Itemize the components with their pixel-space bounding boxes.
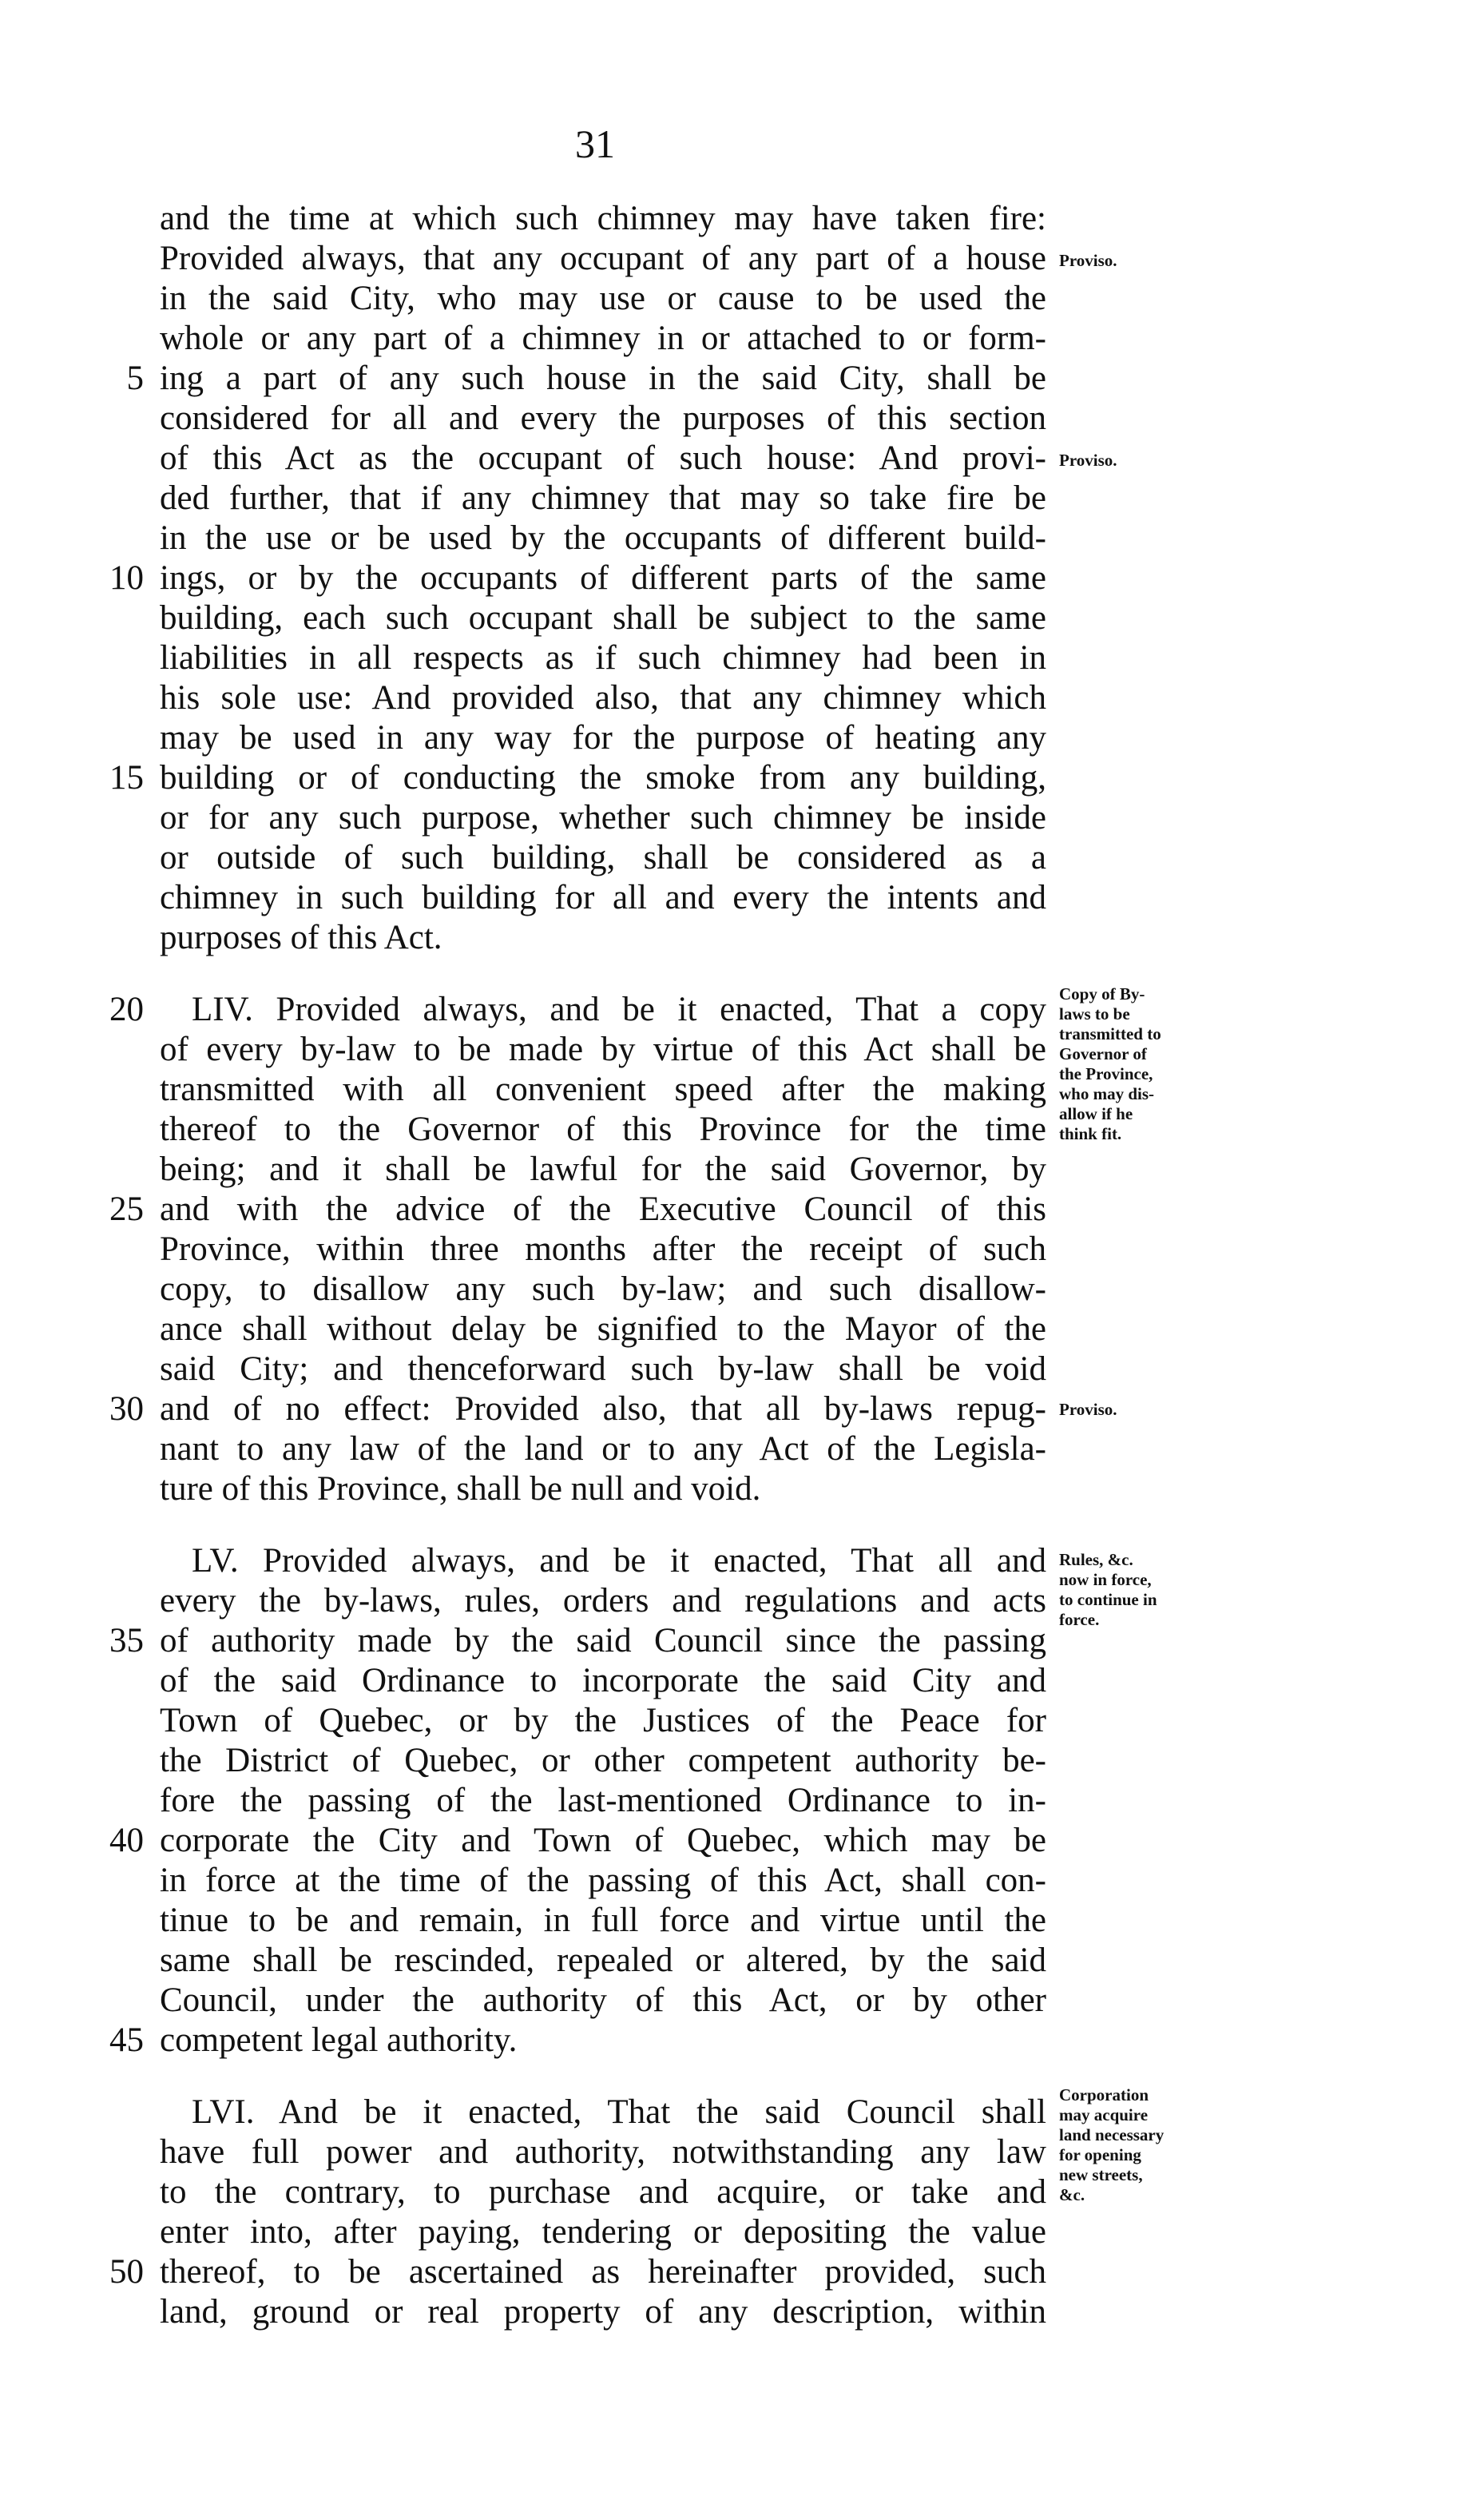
text-line: ance shall without delay be signified to the Mayor of the bbox=[160, 1310, 1046, 1348]
text-line: thereof, to be ascertained as hereinafter provided, such bbox=[160, 2253, 1046, 2291]
text-line: Council, under the authority of this Act, or by other bbox=[160, 1981, 1046, 2019]
page-number: 31 bbox=[575, 121, 615, 166]
text-line: transmitted with all convenient speed after the making bbox=[160, 1071, 1046, 1108]
text-line: in force at the time of the passing of this Act, shall con- bbox=[160, 1862, 1046, 1899]
margin-note: &c. bbox=[1059, 2185, 1085, 2204]
text-line: ings, or by the occupants of different parts of the same bbox=[160, 559, 1046, 597]
text-line: same shall be rescinded, repealed or altered, by the said bbox=[160, 1942, 1046, 1979]
text-line: of every by-law to be made by virtue of this Act shall be bbox=[160, 1031, 1046, 1068]
text-line: Provided always, that any occupant of any part of a house bbox=[160, 240, 1046, 277]
line-number: 5 bbox=[126, 360, 144, 397]
text-line: ture of this Province, shall be null and void. bbox=[160, 1470, 761, 1508]
text-line: corporate the City and Town of Quebec, which may be bbox=[160, 1822, 1046, 1859]
margin-note: Corporation bbox=[1059, 2085, 1149, 2105]
text-line: have full power and authority, notwithstanding any law bbox=[160, 2133, 1046, 2171]
text-line: competent legal authority. bbox=[160, 2021, 518, 2059]
text-line: the District of Quebec, or other competent authority be- bbox=[160, 1742, 1046, 1779]
text-line: land, ground or real property of any description, within bbox=[160, 2293, 1046, 2331]
text-line: considered for all and every the purposes of this section bbox=[160, 399, 1046, 437]
section-lvi-heading-line: LVI. And be it enacted, That the said Council shall bbox=[192, 2093, 1046, 2131]
text-line: liabilities in all respects as if such chimney had been in bbox=[160, 639, 1046, 677]
text-line: being; and it shall be lawful for the said Governor, by bbox=[160, 1151, 1046, 1188]
text-line: whole or any part of a chimney in or attached to or form- bbox=[160, 320, 1046, 357]
text-line: ing a part of any such house in the said City, shall be bbox=[160, 360, 1046, 397]
margin-note: new streets, bbox=[1059, 2165, 1143, 2184]
section-liv-heading-line: LIV. Provided always, and be it enacted, That a copy bbox=[192, 991, 1046, 1028]
line-number: 45 bbox=[109, 2021, 144, 2059]
text-line: or outside of such building, shall be considered as a bbox=[160, 839, 1046, 876]
text-line: ded further, that if any chimney that may so take fire be bbox=[160, 479, 1046, 517]
margin-note: to continue in bbox=[1059, 1590, 1157, 1609]
section-lv-heading-line: LV. Provided always, and be it enacted, That all and bbox=[192, 1542, 1046, 1580]
margin-note: force. bbox=[1059, 1610, 1100, 1629]
text-line: in the use or be used by the occupants of different build- bbox=[160, 519, 1046, 557]
line-number: 20 bbox=[109, 991, 144, 1028]
text-line: chimney in such building for all and every the intents and bbox=[160, 879, 1046, 916]
text-line: his sole use: And provided also, that any chimney which bbox=[160, 679, 1046, 717]
margin-note: Proviso. bbox=[1059, 1400, 1117, 1419]
text-line: and with the advice of the Executive Council of this bbox=[160, 1190, 1046, 1228]
margin-note: think fit. bbox=[1059, 1124, 1122, 1143]
text-line: building or of conducting the smoke from any building, bbox=[160, 759, 1046, 797]
text-line: tinue to be and remain, in full force and virtue until the bbox=[160, 1902, 1046, 1939]
text-line: purposes of this Act. bbox=[160, 919, 442, 956]
text-line: thereof to the Governor of this Province for the time bbox=[160, 1111, 1046, 1148]
margin-note: Rules, &c. bbox=[1059, 1550, 1133, 1569]
margin-note: laws to be bbox=[1059, 1004, 1130, 1023]
line-number: 15 bbox=[109, 759, 144, 797]
text-line: or for any such purpose, whether such chimney be inside bbox=[160, 799, 1046, 837]
line-number: 40 bbox=[109, 1822, 144, 1859]
margin-note: may acquire bbox=[1059, 2105, 1149, 2124]
text-line: Province, within three months after the receipt of such bbox=[160, 1230, 1046, 1268]
margin-note: land necessary bbox=[1059, 2125, 1165, 2144]
text-line: of the said Ordinance to incorporate the said City and bbox=[160, 1662, 1046, 1699]
margin-note: Proviso. bbox=[1059, 451, 1117, 470]
line-number: 25 bbox=[109, 1190, 144, 1228]
margin-note: transmitted to bbox=[1059, 1024, 1161, 1043]
text-line: copy, to disallow any such by-law; and such disallow- bbox=[160, 1270, 1046, 1308]
margin-note: Governor of bbox=[1059, 1044, 1147, 1063]
text-line: of authority made by the said Council since the passing bbox=[160, 1622, 1046, 1659]
text-line: said City; and thenceforward such by-law shall be void bbox=[160, 1350, 1046, 1388]
text-line: every the by-laws, rules, orders and regulations and acts bbox=[160, 1582, 1046, 1620]
text-line: fore the passing of the last-mentioned Ordinance to in- bbox=[160, 1782, 1046, 1819]
text-line: and the time at which such chimney may have taken fire: bbox=[160, 200, 1046, 237]
line-number: 10 bbox=[109, 559, 144, 597]
margin-note: Proviso. bbox=[1059, 251, 1117, 270]
margin-note: the Province, bbox=[1059, 1064, 1153, 1083]
text-line: to the contrary, to purchase and acquire, or take and bbox=[160, 2173, 1046, 2211]
text-line: in the said City, who may use or cause to be used the bbox=[160, 280, 1046, 317]
margin-note: now in force, bbox=[1059, 1570, 1152, 1589]
margin-note: for opening bbox=[1059, 2145, 1141, 2164]
text-line: nant to any law of the land or to any Act of the Legisla- bbox=[160, 1430, 1046, 1468]
margin-note: Copy of By- bbox=[1059, 984, 1145, 1004]
margin-note: allow if he bbox=[1059, 1104, 1133, 1123]
line-number: 30 bbox=[109, 1390, 144, 1428]
line-number: 35 bbox=[109, 1622, 144, 1659]
text-line: Town of Quebec, or by the Justices of the Peace for bbox=[160, 1702, 1046, 1739]
text-line: building, each such occupant shall be subject to the same bbox=[160, 599, 1046, 637]
text-line: and of no effect: Provided also, that all by-laws repug- bbox=[160, 1390, 1046, 1428]
line-number: 50 bbox=[109, 2253, 144, 2291]
text-line: enter into, after paying, tendering or depositing the value bbox=[160, 2213, 1046, 2251]
margin-note: who may dis- bbox=[1059, 1084, 1155, 1103]
text-line: may be used in any way for the purpose of heating any bbox=[160, 719, 1046, 757]
text-line: of this Act as the occupant of such house: And provi- bbox=[160, 439, 1046, 477]
